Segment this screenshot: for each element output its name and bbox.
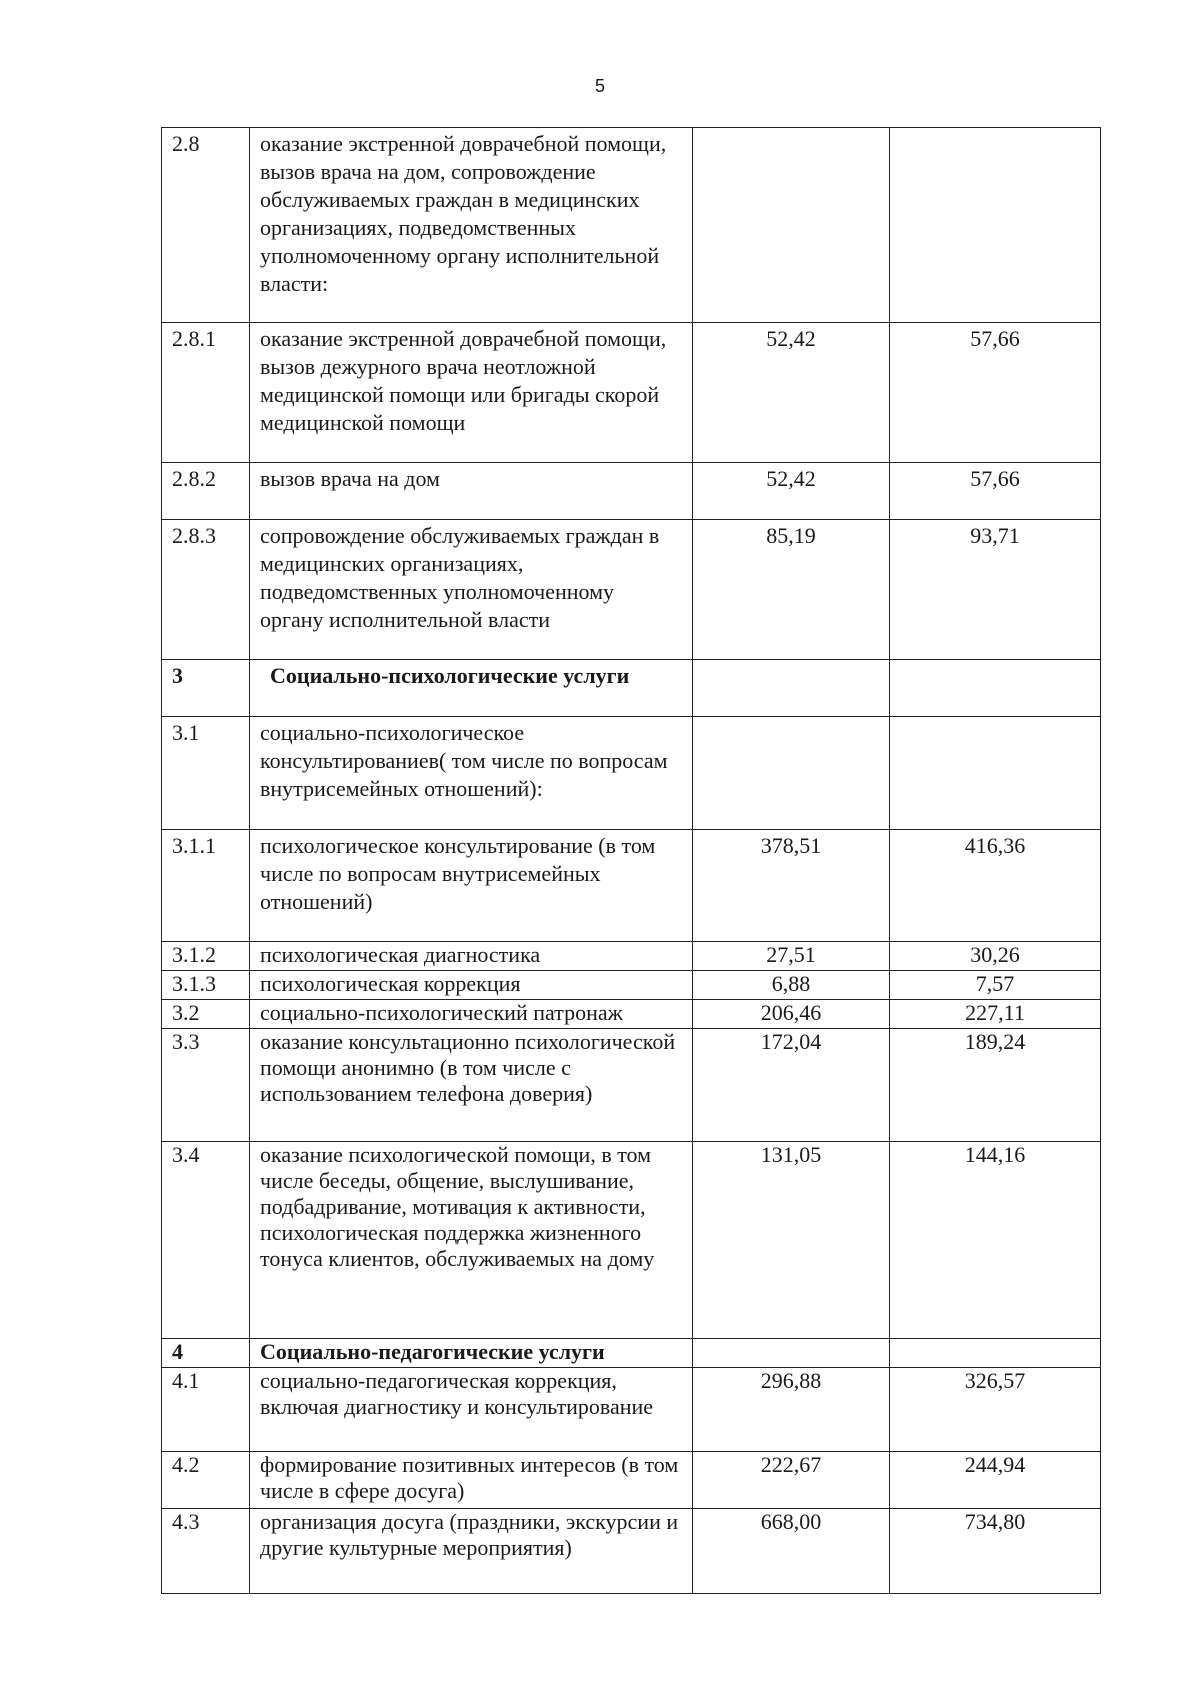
value-1	[693, 128, 890, 323]
service-name: психологическое консультирование (в том числе по вопросам внутрисемейных отношений)	[250, 830, 693, 942]
table-row	[162, 830, 1101, 942]
row-number: 3.4	[162, 1142, 250, 1339]
value-2: 93,71	[890, 520, 1101, 660]
value-2: 189,24	[890, 1029, 1101, 1142]
table-row	[162, 1000, 1101, 1029]
table-row	[162, 1368, 1101, 1452]
table-row	[162, 463, 1101, 520]
row-number: 2.8.1	[162, 323, 250, 463]
value-2: 30,26	[890, 942, 1101, 971]
value-2: 144,16	[890, 1142, 1101, 1339]
service-name: социально-психологическое консультированиев( том числе по вопросам внутрисемейных отношений):	[250, 717, 693, 830]
section-row	[162, 660, 1101, 717]
value-1: 172,04	[693, 1029, 890, 1142]
table-row	[162, 1509, 1101, 1594]
section-number: 4	[162, 1339, 250, 1368]
table-row	[162, 717, 1101, 830]
value-2	[890, 660, 1101, 717]
section-row	[162, 1339, 1101, 1368]
value-1: 52,42	[693, 323, 890, 463]
value-2: 244,94	[890, 1452, 1101, 1509]
row-number: 2.8.3	[162, 520, 250, 660]
value-2	[890, 128, 1101, 323]
service-name: сопровождение обслуживаемых граждан в медицинских организациях, подведомственных уполномоченному органу исполнительной власти	[250, 520, 693, 660]
table-row	[162, 323, 1101, 463]
value-1: 296,88	[693, 1368, 890, 1452]
value-2: 416,36	[890, 830, 1101, 942]
row-number: 3.1	[162, 717, 250, 830]
value-1: 206,46	[693, 1000, 890, 1029]
row-number: 3.2	[162, 1000, 250, 1029]
value-2: 734,80	[890, 1509, 1101, 1594]
row-number: 2.8	[162, 128, 250, 323]
section-title: Социально-психологические услуги	[250, 660, 693, 717]
row-number: 3.3	[162, 1029, 250, 1142]
section-number: 3	[162, 660, 250, 717]
row-number: 3.1.3	[162, 971, 250, 1000]
value-1: 222,67	[693, 1452, 890, 1509]
value-2: 326,57	[890, 1368, 1101, 1452]
value-1: 131,05	[693, 1142, 890, 1339]
value-1: 27,51	[693, 942, 890, 971]
table-row	[162, 128, 1101, 323]
value-2: 227,11	[890, 1000, 1101, 1029]
value-1	[693, 1339, 890, 1368]
row-number: 4.3	[162, 1509, 250, 1594]
service-name: социально-педагогическая коррекция, включая диагностику и консультирование	[250, 1368, 693, 1452]
value-2: 7,57	[890, 971, 1101, 1000]
value-1: 668,00	[693, 1509, 890, 1594]
section-title: Социально-педагогические услуги	[250, 1339, 693, 1368]
page-number: 5	[594, 76, 605, 96]
value-2: 57,66	[890, 323, 1101, 463]
value-1	[693, 660, 890, 717]
service-name: оказание экстренной доврачебной помощи, вызов врача на дом, сопровождение обслуживаемых граждан в медицинских организациях, подведомственных уполномоченному органу исполнительной власти:	[250, 128, 693, 323]
service-name: формирование позитивных интересов (в том числе в сфере досуга)	[250, 1452, 693, 1509]
value-1	[693, 717, 890, 830]
value-2	[890, 1339, 1101, 1368]
table-row	[162, 971, 1101, 1000]
service-name: организация досуга (праздники, экскурсии и другие культурные мероприятия)	[250, 1509, 693, 1594]
table-row	[162, 1452, 1101, 1509]
value-2: 57,66	[890, 463, 1101, 520]
tariff-table	[161, 127, 1101, 1594]
value-1: 52,42	[693, 463, 890, 520]
row-number: 2.8.2	[162, 463, 250, 520]
service-name: социально-психологический патронаж	[250, 1000, 693, 1029]
value-1: 378,51	[693, 830, 890, 942]
table-row	[162, 942, 1101, 971]
value-1: 85,19	[693, 520, 890, 660]
row-number: 3.1.1	[162, 830, 250, 942]
row-number: 4.1	[162, 1368, 250, 1452]
service-name: вызов врача на дом	[250, 463, 693, 520]
service-name: оказание консультационно психологической помощи анонимно (в том числе с использованием телефона доверия)	[250, 1029, 693, 1142]
row-number: 3.1.2	[162, 942, 250, 971]
row-number: 4.2	[162, 1452, 250, 1509]
service-name: психологическая коррекция	[250, 971, 693, 1000]
value-1: 6,88	[693, 971, 890, 1000]
table-row	[162, 1142, 1101, 1339]
table-row	[162, 520, 1101, 660]
value-2	[890, 717, 1101, 830]
table-row	[162, 1029, 1101, 1142]
service-name: психологическая диагностика	[250, 942, 693, 971]
service-name: оказание экстренной доврачебной помощи, вызов дежурного врача неотложной медицинской помощи или бригады скорой медицинской помощи	[250, 323, 693, 463]
service-name: оказание психологической помощи, в том числе беседы, общение, выслушивание, подбадривание, мотивация к активности, психологическая поддержка жизненного тонуса клиентов, обслуживаемых на дому	[250, 1142, 693, 1339]
